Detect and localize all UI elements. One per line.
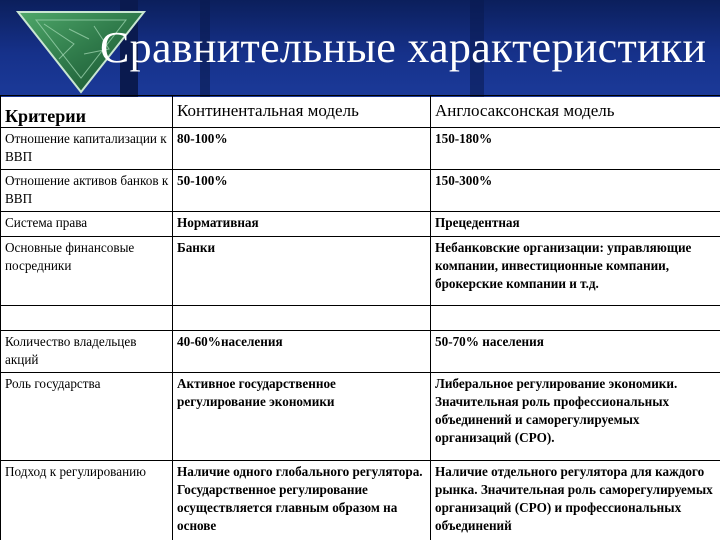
header-criteria: Критерии	[1, 96, 173, 128]
continental-cell: Нормативная	[173, 212, 431, 237]
anglo-cell: 150-180%	[431, 128, 720, 170]
continental-cell: Наличие одного глобального регулятора. Государственное регулирование осуществляется главным образом на основе	[173, 461, 431, 540]
criterion-cell: Подход к регулированию	[1, 461, 173, 540]
header-continental: Континентальная модель	[173, 96, 431, 128]
table-row-empty	[1, 306, 720, 331]
table-row	[1, 373, 720, 461]
slide-title: Сравнительные характеристики	[100, 23, 707, 72]
table-row	[1, 212, 720, 237]
continental-cell	[173, 306, 431, 331]
table-row	[1, 128, 720, 170]
table-row	[1, 331, 720, 373]
criterion-cell: Отношение капитализации к ВВП	[1, 128, 173, 170]
criterion-cell: Количество владельцев акций	[1, 331, 173, 373]
anglo-cell: Небанковские организации: управляющие компании, инвестиционные компании, брокерские компании и т.д.	[431, 237, 720, 306]
criterion-cell: Отношение активов банков к ВВП	[1, 170, 173, 212]
table-row	[1, 461, 720, 540]
comparison-table	[0, 95, 720, 540]
criterion-cell: Роль государства	[1, 373, 173, 461]
table-row	[1, 170, 720, 212]
anglo-cell: Прецедентная	[431, 212, 720, 237]
continental-cell: Банки	[173, 237, 431, 306]
anglo-cell	[431, 306, 720, 331]
continental-cell: 80-100%	[173, 128, 431, 170]
comparison-table-container	[0, 95, 720, 540]
criterion-cell: Система права	[1, 212, 173, 237]
anglo-cell: 50-70% населения	[431, 331, 720, 373]
table-header-row	[1, 96, 720, 128]
criterion-cell: Основные финансовые посредники	[1, 237, 173, 306]
anglo-cell: Либеральное регулирование экономики. Значительная роль профессиональных объединений и саморегулируемых организаций (СРО).	[431, 373, 720, 461]
continental-cell: 40-60%населения	[173, 331, 431, 373]
anglo-cell: 150-300%	[431, 170, 720, 212]
header-anglo: Англосаксонская модель	[431, 96, 720, 128]
continental-cell: Активное государственное регулирование экономики	[173, 373, 431, 461]
criterion-cell	[1, 306, 173, 331]
anglo-cell: Наличие отдельного регулятора для каждого рынка. Значительная роль саморегулируемых организаций (СРО) и профессиональных объединений	[431, 461, 720, 540]
slide-header	[0, 0, 720, 97]
table-row	[1, 237, 720, 306]
continental-cell: 50-100%	[173, 170, 431, 212]
